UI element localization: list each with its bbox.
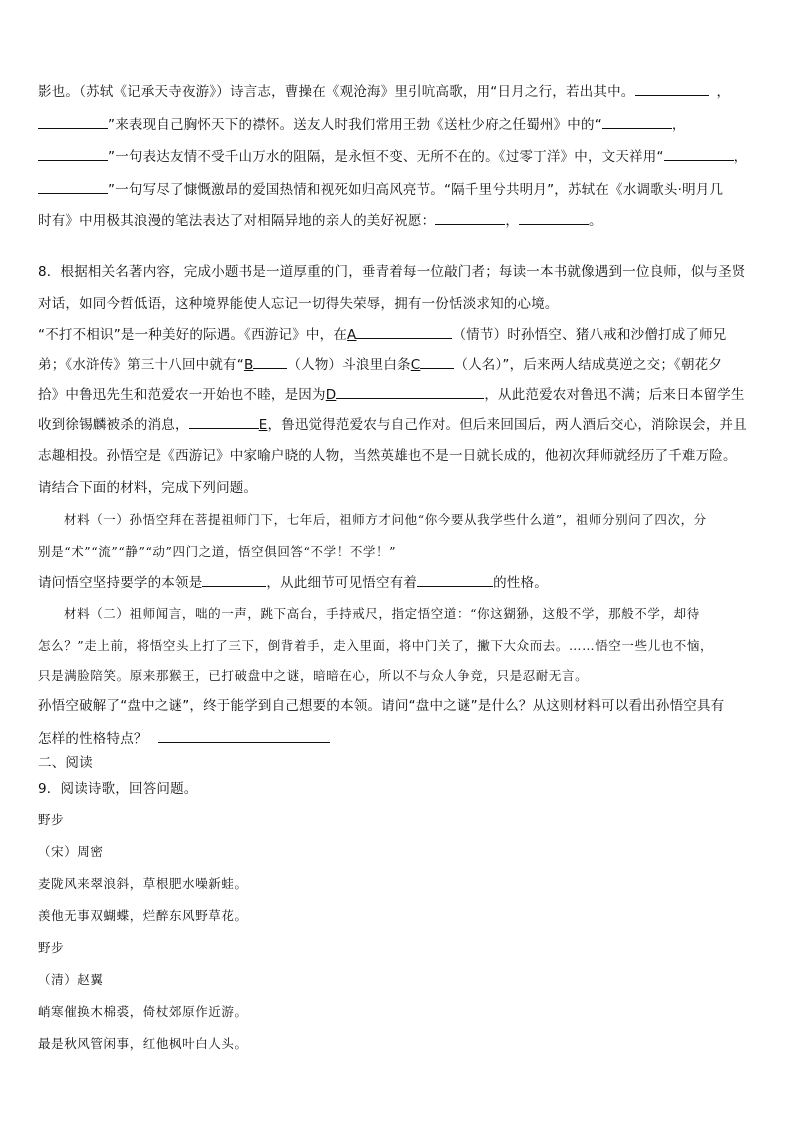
answer-blank-b[interactable] — [253, 355, 287, 369]
text-line — [38, 355, 760, 374]
text-line — [38, 729, 760, 748]
answer-blank[interactable] — [602, 115, 672, 129]
text-segment: 只是满脸陪笑。原来那猴王，已打破盘中之谜，暗暗在心，所以不与众人争竞，只是忍耐无言。 — [38, 668, 589, 683]
blank-marker-b: B — [243, 357, 254, 373]
text-line — [38, 543, 760, 561]
text-line — [38, 385, 760, 404]
text-segment: 8．根据相关名著内容，完成小题书是一道厚重的门，垂青着每一位敲门者；每读一本书就像遇到一位良师，似与圣贤 — [38, 264, 746, 280]
text-segment: （清）赵翼 — [38, 972, 104, 987]
text-segment: ”一句表达友情不受千山万水的阻隔，是永恒不变、无所不在的。《过零丁洋》中，文天祥用“ — [108, 149, 664, 165]
answer-blank[interactable] — [435, 211, 505, 225]
text-segment: ， — [716, 84, 731, 100]
poem-line — [38, 907, 760, 925]
text-segment: 怎么？”走上前，将悟空头上打了三下，倒背着手，走入里面，将中门关了，撇下大众而去。……悟空一些儿也不恼， — [38, 638, 714, 653]
text-segment: ，从此范爱农对鲁迅不满；后来日本留学生 — [484, 387, 745, 403]
answer-blank[interactable] — [158, 729, 330, 743]
text-segment: 影也。（苏轼《记承天寺夜游》）诗言志，曹操在《观沧海》里引吭高歌，用“日月之行，若出其中。 — [38, 84, 635, 100]
text-segment: （人物）斗浪里白条 — [287, 357, 411, 373]
section-heading — [38, 754, 760, 772]
answer-blank[interactable] — [38, 147, 108, 161]
answer-blank[interactable] — [417, 573, 493, 587]
text-segment: 羡他无事双蝴蝶，烂醉东风野草花。 — [38, 908, 248, 923]
text-segment: ”一句写尽了慷慨激昂的爱国热情和视死如归高风亮节。“隔千里兮共明月”，苏轼在《水调歌头·明月几 — [108, 182, 724, 198]
text-segment: ，从此细节可见悟空有着 — [266, 575, 418, 591]
text-segment: 。 — [589, 213, 603, 229]
text-segment: 怎样的性格特点？ — [38, 731, 148, 747]
poem-line — [38, 1003, 760, 1021]
answer-blank[interactable] — [635, 82, 709, 96]
text-line — [38, 447, 760, 465]
answer-blank-c[interactable] — [420, 355, 454, 369]
question-8-stem — [38, 263, 760, 281]
text-segment: 最是秋风管闲事，红他枫叶白人头。 — [38, 1036, 248, 1051]
answer-blank-d[interactable] — [336, 385, 484, 399]
poem-line — [38, 1035, 760, 1053]
text-segment: ， — [733, 149, 748, 165]
material-1 — [64, 511, 760, 529]
text-line — [38, 479, 760, 497]
text-segment: 麦陇风来翠浪斜，草根肥水噪新蛙。 — [38, 876, 248, 891]
text-segment: （人名）”，后来两人结成莫逆之交；《朝花夕 — [454, 357, 723, 373]
text-segment: ， — [671, 117, 686, 133]
text-line — [38, 295, 760, 313]
text-line — [38, 325, 760, 344]
text-segment: 孙悟空破解了“盘中之谜”，终于能学到自己想要的本领。请问“盘中之谜”是什么？从这则材料可以看出孙悟空具有 — [38, 698, 725, 714]
text-line — [38, 180, 760, 199]
text-line — [38, 211, 760, 230]
text-segment: ”来表现自己胸怀天下的襟怀。送友人时我们常用王勃《送杜少府之任蜀州》中的“ — [108, 117, 602, 133]
answer-blank[interactable] — [519, 211, 589, 225]
text-segment: 别是“术”“流”“静”“动”四门之道，悟空俱回答“不学！不学！” — [38, 544, 397, 559]
text-segment: 二、阅读 — [38, 755, 93, 771]
text-segment: 的性格。 — [493, 575, 548, 591]
text-line — [38, 573, 760, 592]
text-segment: 野步 — [38, 812, 65, 827]
material-2 — [64, 605, 760, 623]
question-9-stem — [38, 780, 760, 798]
text-line — [38, 697, 760, 715]
poem-line — [38, 875, 760, 893]
text-segment: （情节）时孙悟空、猪八戒和沙僧打成了师兄 — [452, 327, 727, 343]
answer-blank[interactable] — [202, 573, 266, 587]
text-segment: （宋）周密 — [38, 844, 104, 859]
answer-blank[interactable] — [38, 115, 108, 129]
text-segment: ，鲁迅觉得范爱农与自己作对。但后来回国后，两人酒后交心，消除误会，并且 — [267, 417, 747, 433]
text-line — [38, 637, 760, 655]
text-segment: 请结合下面的材料，完成下列问题。 — [38, 480, 258, 496]
answer-blank[interactable] — [664, 147, 734, 161]
text-segment: 志趣相投。孙悟空是《西游记》中家喻户晓的人物，当然英雄也不是一日就长成的，他初次拜师就经历了千难万险。 — [38, 448, 737, 464]
text-segment: 收到徐锡麟被杀的消息， — [38, 417, 189, 433]
blank-marker-d: D — [325, 387, 337, 403]
text-segment: 材料（二）祖师闻言，咄的一声，跳下高台，手持戒尺，指定悟空道：“你这猢狲，这般不学，那般不学，却待 — [64, 606, 700, 621]
poem-title — [38, 939, 760, 957]
answer-blank-a[interactable] — [356, 325, 452, 339]
poem-author — [38, 843, 760, 861]
text-segment: 对话，如同今哲低语，这种境界能使人忘记一切得失荣辱，拥有一份恬淡求知的心境。 — [38, 296, 559, 312]
text-line — [38, 415, 760, 434]
text-line — [38, 115, 760, 134]
text-segment: 9．阅读诗歌，回答问题。 — [38, 781, 198, 797]
blank-marker-e: E — [258, 417, 268, 433]
text-segment: “不打不相识”是一种美好的际遇。《西游记》中，在 — [38, 327, 348, 343]
text-line — [38, 82, 760, 101]
text-segment: 请问悟空坚持要学的本领是 — [38, 575, 203, 591]
text-segment: 弟；《水浒传》第三十八回中就有“ — [38, 357, 244, 373]
text-segment: 材料（一）孙悟空拜在菩提祖师门下，七年后，祖师方才问他“你今要从我学些什么道”，祖师分别问了四次，分 — [64, 512, 707, 527]
text-segment: 峭寒催换木棉裘，倚杖郊原作近游。 — [38, 1004, 248, 1019]
text-segment: 拾》中鲁迅先生和范爱农一开始也不睦，是因为 — [38, 387, 326, 403]
poem-title — [38, 811, 760, 829]
text-line — [38, 147, 760, 166]
poem-author — [38, 971, 760, 989]
text-line — [38, 667, 760, 685]
blank-marker-c: C — [410, 357, 421, 373]
blank-marker-a: A — [347, 327, 357, 343]
text-segment: 时有》中用极其浪漫的笔法表达了对相隔异地的亲人的美好祝愿： — [38, 213, 436, 229]
text-segment: 野步 — [38, 940, 65, 955]
text-segment: ， — [505, 213, 520, 229]
answer-blank-e[interactable] — [189, 415, 259, 429]
answer-blank[interactable] — [38, 180, 108, 194]
